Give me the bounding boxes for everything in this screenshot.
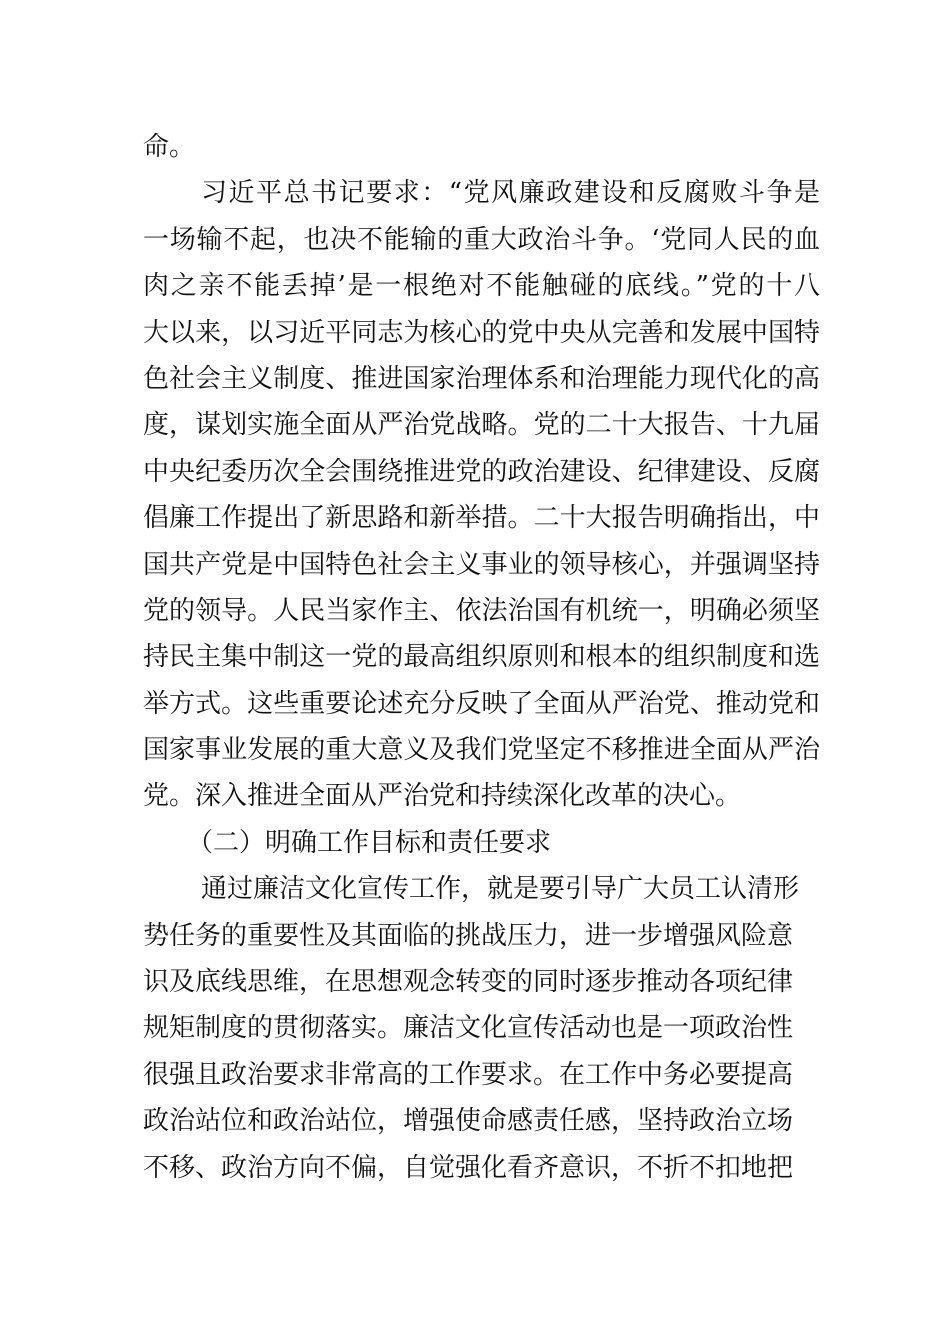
- text-line: 色社会主义制度、推进国家治理体系和治理能力现代化的高: [143, 363, 820, 394]
- paragraph-continuation: [143, 124, 823, 170]
- text-line: 规矩制度的贯彻落实。廉洁文化宣传活动也是一项政治性: [143, 1013, 794, 1044]
- text-line: 党。深入推进全面从严治党和持续深化改革的决心。: [143, 781, 742, 812]
- text-line: 持民主集中制这一党的最高组织原则和根本的组织制度和选: [143, 642, 820, 673]
- text-line: 倡廉工作提出了新思路和新举措。二十大报告明确指出，中: [143, 503, 820, 534]
- text-line: 识及底线思维，在思想观念转变的同时逐步推动各项纪律: [143, 967, 794, 998]
- text-line: 不移、政治方向不偏，自觉强化看齐意识，不折不扣地把: [143, 1152, 794, 1183]
- text-line: 党的领导。人民当家作主、依法治国有机统一，明确必须坚: [143, 595, 820, 626]
- text-line: 习近平总书记要求：“党风廉政建设和反腐败斗争是: [201, 178, 820, 209]
- text-line: 度，谋划实施全面从严治党战略。党的二十大报告、十九届: [143, 410, 820, 441]
- paragraph-work-goals: [143, 866, 823, 1191]
- text-line: 政治站位和政治站位，增强使命感责任感，坚持政治立场: [143, 1106, 794, 1137]
- text-line: 国共产党是中国特色社会主义事业的领导核心，并强调坚持: [143, 549, 820, 580]
- paragraph-party-conduct: [143, 170, 823, 819]
- text-line: 势任务的重要性及其面临的挑战压力，进一步增强风险意: [143, 920, 794, 951]
- text-line: 通过廉洁文化宣传工作，就是要引导广大员工认清形: [201, 874, 800, 905]
- document-page: [143, 124, 823, 1191]
- text-line: 肉之亲不能丢掉’是一根绝对不能触碰的底线。”党的十八: [143, 271, 820, 302]
- text-line: 国家事业发展的重大意义及我们党坚定不移推进全面从严治: [143, 735, 820, 766]
- text-line: 举方式。这些重要论述充分反映了全面从严治党、推动党和: [143, 688, 820, 719]
- text-line: 中央纪委历次全会围绕推进党的政治建设、纪律建设、反腐: [143, 456, 820, 487]
- text-line: 一场输不起，也决不能输的重大政治斗争。‘党同人民的血: [143, 224, 820, 255]
- section-heading: （二）明确工作目标和责任要求: [187, 827, 552, 858]
- text-line: 大以来，以习近平同志为核心的党中央从完善和发展中国特: [143, 317, 820, 348]
- text-line: 很强且政治要求非常高的工作要求。在工作中务必要提高: [143, 1059, 794, 1090]
- text-line: 命。: [143, 132, 196, 162]
